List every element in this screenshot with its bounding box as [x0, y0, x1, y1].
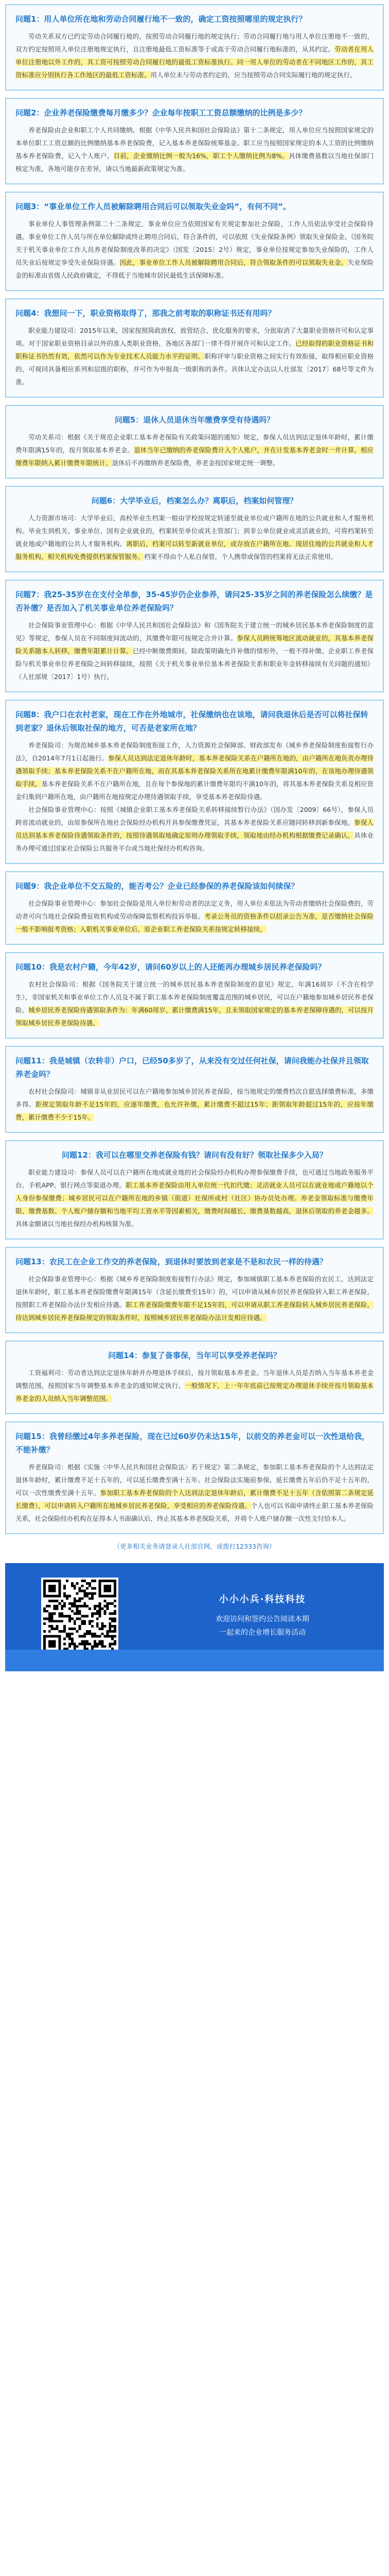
answer-text: 社会保险事业管理中心：根据《中华人民共和国社会保险法》和《国务院关于建立统一的城乡居民基本养老保险制度的意见》等规定，参保人员在不同制度间流动的，其缴费年限可按规定合并计算。 — [15, 621, 374, 642]
answer-text: 职业能力建设司：参保人员可以在户籍所在地或就业地的社会保险经办机构办理参保缴费手续，也可通过当地政务服务平台、手机APP、银行网点等渠道办理。 — [15, 1168, 374, 1189]
question-title: 问题13：农民工在企业工作交的养老保险，到退休时要放到老家是不是和农民一样的待遇？ — [15, 1257, 327, 1266]
answer-paragraph — [15, 739, 374, 803]
qa-card — [5, 405, 384, 479]
qr-code-icon[interactable] — [41, 1578, 118, 1655]
answer-text: 具体业务办理可通过国家社会保险公共服务平台或当地社保经办机构咨询。 — [15, 832, 374, 852]
highlighted-text: 已经取得的职业资格证书和职称证书仍然有效，依然可以作为专业技术人员能力水平的证明。 — [15, 340, 374, 360]
answer-text: 事业单位人事管理条例第二十二条规定，事业单位应当依照国家有关规定参加社会保险，工作人员依法享受社会保险待遇。事业单位工作人员与所在单位解除或终止聘用合同后，符合条件的，可以依照《失业保险条例》领取失业保险金。 — [15, 220, 374, 241]
answer-text: 工资福利司：劳动者达到法定退休年龄并办理退休手续后，按月领取基本养老金。当年退休人员是否纳入当年基本养老金调整范围，按照国家当年调整基本养老金的通知规定执行。 — [15, 1369, 374, 1389]
answer-text: 劳动关系司：根据《关于规范企业职工基本养老保险有关政策问题的通知》规定，参保人员达到法定退休年龄时，累计缴费年限满15年的，按月领取基本养老金。 — [15, 433, 374, 454]
highlighted-text: 劳动者在用人单位注册地以外工作的，其工资可按照劳动合同履行地的最低工资标准执行。同一用人单位的劳动者在不同地区工作的，其工资标准应分别执行各工作地区的最低工资标准。 — [15, 45, 374, 79]
question-title: 问题5：退休人员退休当年缴费享受有待遇吗？ — [114, 415, 275, 425]
highlighted-text: 参保人员跨统筹地区流动就业的，其基本养老保险关系随本人转移，缴费年限累计计算。 — [15, 634, 374, 655]
qa-card — [5, 4, 384, 91]
highlighted-text: 参保人员达到法定退休年龄时，基本养老保险关系在户籍所在地的，由户籍所在地负责办理待遇领取手续；基本养老保险关系不在户籍所在地，而在其基本养老保险关系所在地累计缴费年限满10年的，在该地办理待遇领取手续。 — [15, 754, 374, 788]
question-title: 问题9：我企业单位不交五险的，能否考公？企业已经参保的养老保险该如何续保？ — [15, 882, 299, 891]
answer-paragraph — [15, 431, 374, 469]
answer-text: 社会保险事业管理中心：根据《城乡养老保险制度衔接暂行办法》规定，参加城镇职工基本养老保险的农民工，达到法定退休年龄时，职工基本养老保险缴费年限满15年（含延长缴费至15年）的，可以申请从城乡居民养老保险转入职工养老保险，按照职工养老保险办法计发相应待遇。 — [15, 1275, 374, 1309]
answer-text: 具体缴费基数以当地社保部门核定为准，各地可能存在差异，请以当地最新政策规定为准。 — [15, 152, 374, 173]
highlighted-text: 参加职工基本养老保险的个人达到法定退休年龄后，累计缴费不足十五年（含依照第二条规定延长缴费），可以申请转入户籍所在地城乡居民养老保险，享受相应的养老保险待遇。 — [15, 1489, 374, 1510]
answer-text: 职业能力建设司：2015年以来，国家按照简政放权、放管结合、优化服务的要求，分批取消了大量职业资格许可和认定事项。对于国家职业资格目录以外的准入类职业资格，各地区各部门一律不得开展许可和认定工作。 — [15, 327, 374, 347]
highlighted-text: 一般情况下，上一年年底前已按规定办理退休手续并按月领取基本养老金的人员纳入当年调整范围。 — [15, 1382, 374, 1402]
qa-card — [5, 486, 384, 572]
qa-card — [5, 700, 384, 864]
answer-text: 基本养老保险关系不在户籍所在地，且在每个参保地的累计缴费年限均不满10年的，将其基本养老保险关系及相应资金归集到户籍所在地，由户籍所在地按规定办理待遇领取手续，享受基本养老保险待遇。 — [15, 780, 374, 801]
answer-text: 职称评审与职业资格之间实行有效衔接，取得相应职业资格的，可视同具备相应系列和层级的职称，并可作为申报高一级职称的条件。具体认定办法以人社部发〔2017〕68号等文件为准。 — [15, 352, 374, 386]
footer-text — [160, 1592, 365, 1639]
answer-paragraph — [15, 30, 374, 81]
footer-title: 小小小兵·科技科技 — [219, 1594, 306, 1605]
answer-text: 失业保险金的标准由省级人民政府确定，不得低于当地城市居民最低生活保障标准。 — [15, 259, 374, 279]
highlighted-text: 职工基本养老保险由用人单位统一代扣代缴；灵活就业人员可以在就业地或户籍地以个人身份参保缴费；城乡居民可以在户籍所在地的乡镇（街道）社保所或村（社区）协办员处办理。 — [15, 1181, 374, 1202]
answer-text: 养老保险司：根据《实施〈中华人民共和国社会保险法〉若干规定》第二条规定，参加职工基本养老保险的个人达到法定退休年龄时，累计缴费不足十五年的，可以延长缴费至满十五年。社会保险法实施前参保、延长缴费五年后仍不足十五年的，可以一次性缴费至满十五年。 — [15, 1463, 374, 1497]
qa-card — [5, 1421, 384, 1534]
highlighted-text: 养老金领取标准与缴费年限、缴费基数、个人账户储存额和当地平均工资水平等因素相关，缴费时间越长、缴费基数越高，退休后领取的养老金越多。 — [15, 1194, 374, 1215]
question-title: 问题15：我曾经缴过4年多养老保险，现在已过60岁仍未达15年，以前交的养老金可以一次性退给我，不能补缴？ — [15, 1432, 370, 1454]
qa-card — [5, 580, 384, 692]
answer-paragraph — [15, 512, 374, 563]
more-info-link[interactable]: （更多相关业务请登录人社部官网，或拨打12333咨询） — [113, 1543, 276, 1550]
answer-text: 个人也可以书面申请终止职工基本养老保险关系，社会保险经办机构在征得本人书面确认后，终止其基本养老保险关系，并将个人账户储存额一次性支付给本人。 — [15, 1502, 374, 1522]
answer-paragraph — [15, 619, 374, 683]
qa-card — [5, 1247, 384, 1333]
question-title: 问题3：“事业单位工作人员被解除聘用合同后可以领取失业金吗”，有何不同”。 — [15, 202, 291, 211]
highlighted-text: 目前，企业缴纳比例一般为16%，职工个人缴纳比例为8%。 — [113, 152, 289, 160]
footer-line-1: 欢迎访问和签约公告阅读本期 — [216, 1615, 309, 1623]
highlighted-text: 因此，事业单位工作人员被解除聘用合同后，符合领取条件的可以领取失业金。 — [119, 259, 348, 266]
highlighted-text: 参保人员达到基本养老保险待遇领取条件的，按照待遇领取地确定原则办理领取手续，领取地由经办机构根据缴费记录确认。 — [15, 819, 374, 839]
qa-list — [5, 4, 384, 1534]
qa-card — [5, 298, 384, 398]
question-title: 问题6：大学毕业后，档案怎么办？离职后，档案如何管理？ — [91, 496, 298, 505]
answer-text: 劳动关系双方已约定劳动合同履行地的，按照劳动合同履行地的规定执行；劳动合同履行地与用人单位注册地不一致的，双方约定按照用人单位注册地规定执行，且注册地最低工资标准等于或高于劳动合同履行地标准的，从其约定。 — [15, 32, 374, 53]
qa-card — [5, 1046, 384, 1133]
answer-text: 农村社会保险司：城镇非从业居民可以在户籍地参加城乡居民养老保险，按当地规定的缴费档次自愿选择缴费标准，多缴多得。 — [15, 1088, 374, 1108]
question-title: 问题11：我是城镇（农转非）户口，已经50多岁了，从来没有交过任何社保，请问我能办社保并且领取养老金吗？ — [15, 1056, 369, 1079]
qa-card — [5, 98, 384, 184]
answer-paragraph — [15, 1085, 374, 1124]
answer-text: 人力资源市场司：大学毕业后，高校毕业生档案一般由学校按规定转递至就业单位或户籍所在地的公共就业和人才服务机构。毕业生到机关、事业单位、国有企业就业的，档案转至单位或其主管部门；到非公单位就业或灵活就业的，可将档案转至就业地或户籍地的公共人才服务机构。 — [15, 514, 374, 548]
highlighted-text: 城乡居民养老保险待遇领取条件为：年满60周岁、累计缴费满15年，且未领取国家规定的基本养老保障待遇的，可以按月领取城乡居民养老保险待遇。 — [15, 1006, 374, 1027]
answer-text: 社会保险事业管理中心：参加社会保险是用人单位和劳动者的法定义务，用人单位未依法为劳动者缴纳社会保险费的，劳动者可向当地社会保险费征收机构或劳动保障监察机构投诉举报。 — [15, 900, 374, 920]
answer-text: 农村社会保险司：根据《国务院关于建立统一的城乡居民基本养老保险制度的意见》规定，年满16周岁（不含在校学生），非国家机关和事业单位工作人员及不属于职工基本养老保险制度覆盖范围的城乡居民，可以在户籍地参加城乡居民养老保险。 — [15, 980, 374, 1014]
answer-text: 社会保险事业管理中心：按照《城镇企业职工基本养老保险关系转移接续暂行办法》（国办发〔2009〕66号），参保人员跨省流动就业的，由原参保所在地社会保险经办机构开具参保缴费凭证，其基本养老保险关系应随同转移到新参保地。 — [15, 806, 374, 826]
answer-text: 养老保险由企业和职工个人共同缴纳。根据《中华人民共和国社会保险法》第十二条规定，用人单位应当按照国家规定的本单位职工工资总额的比例缴纳基本养老保险费，记入基本养老保险统筹基金。职工应当按照国家规定的本人工资的比例缴纳基本养老保险费，记入个人账户。 — [15, 126, 374, 160]
highlighted-text: 距规定领取年龄不足15年的，应逐年缴费，也允许补缴，累计缴费不超过15年；距领取年龄超过15年的，应按年缴费，累计缴费不少于15年。 — [15, 1100, 374, 1121]
answer-text: 已经中断缴费期间，除政策明确允许补缴的情形外，一般不得补缴。企业职工养老保险与机关事业单位养老保险之间转移接续，按照《关于机关事业单位基本养老保险关系和职业年金转移接续有关问题的通知》（人社部规〔2017〕1号）执行。 — [15, 647, 374, 681]
answer-paragraph — [15, 217, 374, 282]
highlighted-text: 考录公务员的资格条件以招录公告为准，是否缴纳社会保险一般不影响报考资格；入职机关事业单位后，原企业职工养老保险关系按规定转移接续。 — [15, 912, 374, 933]
question-title: 问题1：用人单位所在地和劳动合同履行地不一致的，确定工资按照哪里的规定执行？ — [15, 14, 307, 24]
qa-card — [5, 871, 384, 945]
footer-banner — [5, 1563, 384, 1671]
answer-paragraph — [15, 1273, 374, 1324]
qa-card — [5, 1140, 384, 1240]
answer-text: 养老保险司：为规范城乡基本养老保险制度衔接工作，人力资源社会保障部、财政部发布《城乡养老保险制度衔接暂行办法》，自2014年7月1日起施行。 — [15, 741, 374, 762]
question-title: 问题2：企业养老保险缴费每月缴多少？企业每年按职工工资总额缴纳的比例是多少？ — [15, 108, 307, 117]
qa-card — [5, 952, 384, 1039]
question-title: 问题14：参复了备事保，当年可以享受养老保吗？ — [108, 1351, 281, 1360]
answer-paragraph — [15, 1461, 374, 1525]
answer-paragraph — [15, 803, 374, 855]
question-title: 问题8：我户口在农村老家，现在工作在外地城市，社保缴纳也在该地，请问我退休后是否可以将社保转到老家？退休后领取社保的地方，可否是老家所在地？ — [15, 710, 368, 733]
highlighted-text: 离职后，档案可以转至新就业单位，或存放在户籍所在地、现居住地的公共就业和人才服务机构，相关机构免费提供档案保管服务。 — [15, 540, 374, 561]
answer-paragraph — [15, 324, 374, 388]
footer-line-2: 一起来的企业增长服务活动 — [219, 1629, 306, 1637]
answer-paragraph — [15, 978, 374, 1029]
question-title: 问题10：我是农村户籍，今年42岁，请问60岁以上的人还能再办理城乡居民养老保险吗？ — [15, 962, 326, 972]
answer-text: 档案不得由个人私自保管，个人携带或保管的档案将无法正常使用。 — [144, 553, 338, 561]
answer-paragraph — [15, 897, 374, 936]
answer-paragraph — [15, 1366, 374, 1405]
answer-text: 《国务院关于机关事业单位工作人员养老保险制度改革的决定》（国发〔2015〕2号）规定，事业单位按规定参加失业保险的，工作人员失业后按规定享受失业保险待遇。 — [15, 233, 374, 266]
footer-stripe — [5, 1650, 384, 1671]
highlighted-text: 退休当年已缴纳的养老保险费计入个人账户，并在计发基本养老金时一并计算，相应缴费年限纳入累计缴费年限统计。 — [15, 446, 374, 467]
answer-text: 退休后不再缴纳养老保险费，养老金按国家规定统一调整。 — [112, 459, 279, 467]
qa-card — [5, 1341, 384, 1414]
answer-text: 具体金额请以当地社保经办机构核算为准。 — [15, 1220, 138, 1228]
question-title: 问题12：我可以在哪里交养老保险有钱？请问有没有好？领取社保多少入局？ — [62, 1150, 327, 1160]
answer-text: 用人单位未与劳动者约定的，应当按照劳动合同实际履行地的规定执行。 — [150, 71, 357, 79]
highlighted-text: 职工养老保险缴费年限不足15年的，可以申请从职工养老保险转入城乡居民养老保险，待达到城乡居民养老保险规定的领取条件时，按照城乡居民养老保险办法计发相应待遇。 — [15, 1301, 374, 1321]
qa-card — [5, 192, 384, 291]
question-title: 问题4：我想问一下，职业资格取得了，那我之前考取的职称证书还有用吗？ — [15, 309, 276, 318]
question-title: 问题7：我25-35岁在在支付全单参，35-45岁仍企业参养，请问25-35岁之间的养老保险怎么续缴？是否补缴？是否加入了机关事业单位养老保险吗？ — [15, 590, 373, 613]
answer-paragraph — [15, 124, 374, 175]
answer-paragraph — [15, 1166, 374, 1230]
